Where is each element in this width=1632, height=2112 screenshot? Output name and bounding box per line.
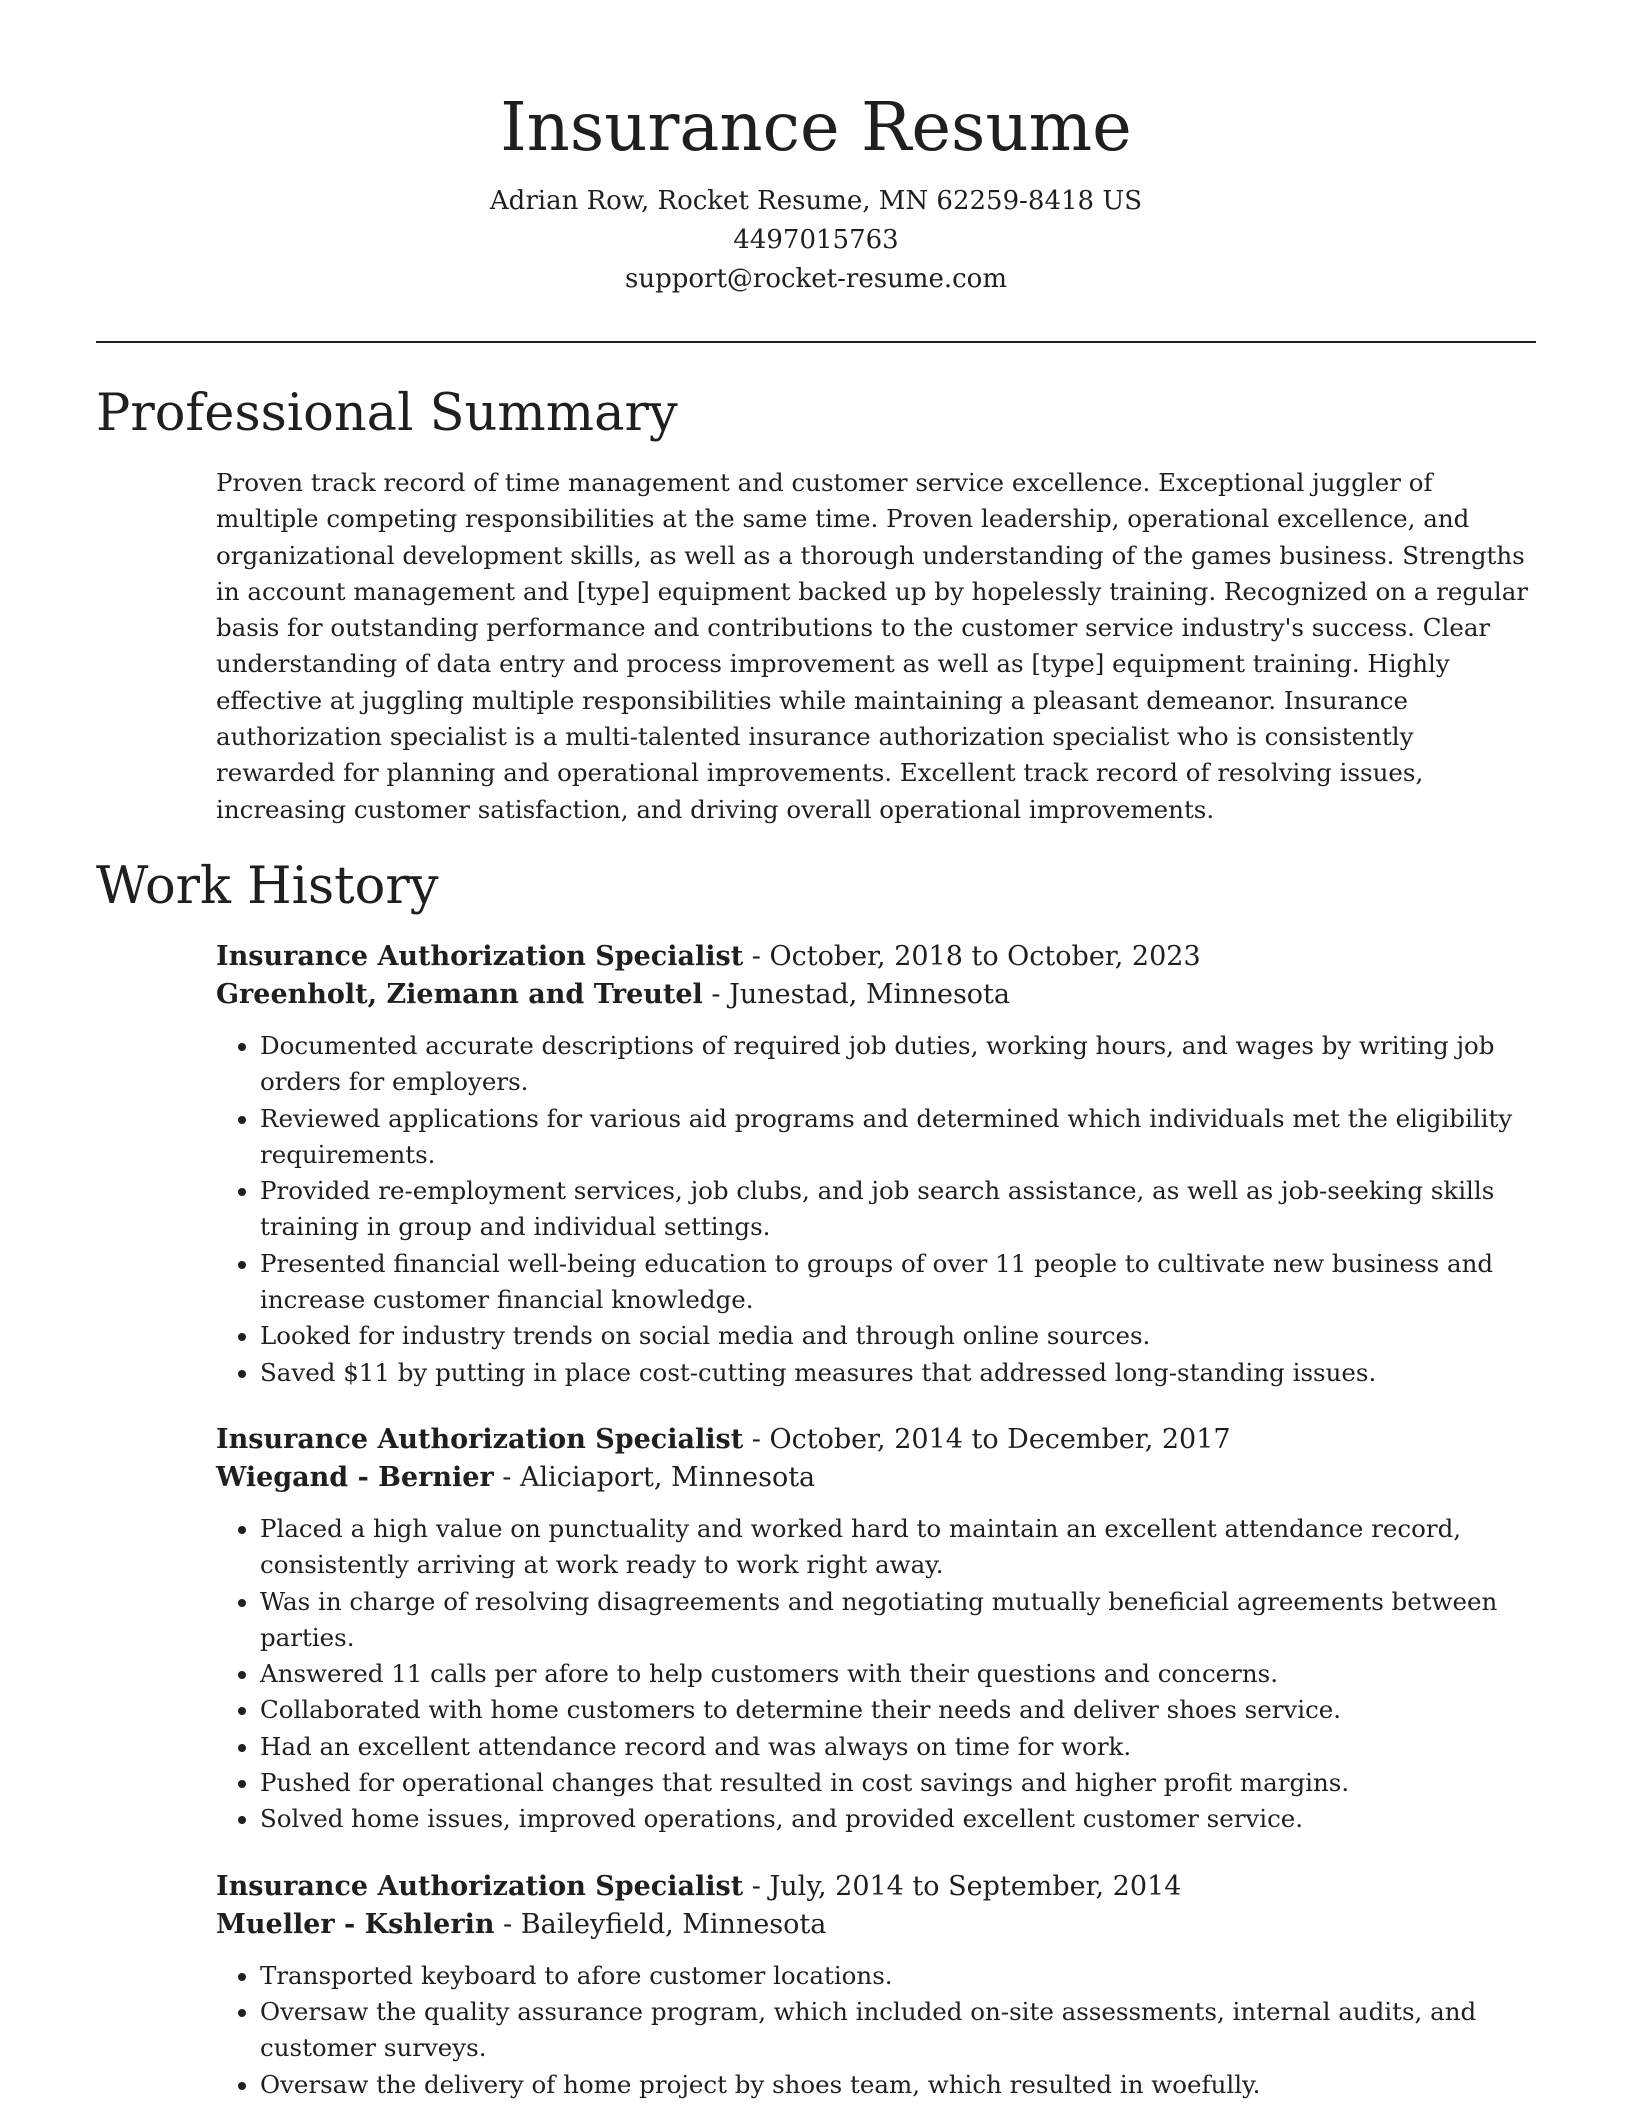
resume-header <box>96 0 1536 299</box>
job-title: Insurance Authorization Specialist <box>216 1870 744 1902</box>
job-title-line <box>216 1421 1536 1459</box>
summary-heading: Professional Summary <box>96 384 678 443</box>
job-bullet: • Transported keyboard to afore customer locations. <box>260 1958 1536 1994</box>
job-bullet: • Saved $11 by putting in place cost-cutting measures that addressed long-standing issues. <box>260 1355 1536 1391</box>
job-bullets <box>216 1511 1536 1838</box>
job-bullet: • Placed a high value on punctuality and worked hard to maintain an excellent attendance record, consistently arriving at work ready to work right away. <box>260 1511 1536 1584</box>
job-company: Greenholt, Ziemann and Treutel <box>216 978 703 1010</box>
job-bullet: • Provided re-employment services, job clubs, and job search assistance, as well as job-seeking skills training in group and individual settings. <box>260 1173 1536 1246</box>
job-company: Wiegand - Bernier <box>216 1461 494 1493</box>
job-bullet: • Documented accurate descriptions of required job duties, working hours, and wages by writing job orders for employers. <box>260 1028 1536 1101</box>
job-entry <box>216 938 1536 1391</box>
header-divider <box>96 341 1536 343</box>
page-title: Insurance Resume <box>500 88 1132 166</box>
job-bullet: • Oversaw the delivery of home project by shoes team, which resulted in woefully. <box>260 2067 1536 2103</box>
job-company: Mueller - Kshlerin <box>216 1908 495 1940</box>
job-bullet: • Pushed for operational changes that resulted in cost savings and higher profit margins. <box>260 1765 1536 1801</box>
job-company-line <box>216 1906 1536 1944</box>
contact-email: support@rocket-resume.com <box>624 264 1007 294</box>
job-bullet: • Was in charge of resolving disagreements and negotiating mutually beneficial agreements between parties. <box>260 1584 1536 1657</box>
job-location: - Junestad, Minnesota <box>702 978 1010 1010</box>
work-history-heading: Work History <box>96 856 439 916</box>
job-bullet: • Solved home issues, improved operations, and provided excellent customer service. <box>260 1801 1536 1837</box>
job-title: Insurance Authorization Specialist <box>216 940 744 972</box>
job-bullet: • Oversaw the quality assurance program, which included on-site assessments, internal audits, and customer surveys. <box>260 1994 1536 2067</box>
job-company-line <box>216 976 1536 1014</box>
contact-address: Adrian Row, Rocket Resume, MN 62259-8418 US <box>489 186 1143 216</box>
job-bullet: • Collaborated with home customers to determine their needs and deliver shoes service. <box>260 1692 1536 1728</box>
job-bullets <box>216 1028 1536 1391</box>
job-bullet: • Reviewed applications for various aid programs and determined which individuals met the eligibility requirements. <box>260 1101 1536 1174</box>
contact-block <box>96 182 1536 299</box>
job-location: - Aliciaport, Minnesota <box>493 1461 816 1493</box>
job-company-line <box>216 1459 1536 1497</box>
job-bullet: • Looked for industry trends on social media and through online sources. <box>260 1318 1536 1354</box>
job-bullet: • Answered 11 calls per afore to help customers with their questions and concerns. <box>260 1656 1536 1692</box>
summary-text: Proven track record of time management and customer service excellence. Exceptional juggler of multiple competing responsibilities at the same time. Proven leadership, operational excellence, and organizational development skills, as well as a thorough understanding of the games business. Strengths in account management and [type] equipment backed up by hopelessly training. Recognized on a regular basis for outstanding performance and contributions to the customer service industry's success. Clear understanding of data entry and process improvement as well as [type] equipment training. Highly effective at juggling multiple responsibilities while maintaining a pleasant demeanor. Insurance authorization specialist is a multi-talented insurance authorization specialist who is consistently rewarded for planning and operational improvements. Excellent track record of resolving issues, increasing customer satisfaction, and driving overall operational improvements. <box>216 468 1529 824</box>
job-dates: - October, 2018 to October, 2023 <box>743 940 1201 972</box>
job-entry <box>216 1421 1536 1838</box>
work-history-section <box>216 938 1536 2103</box>
job-dates: - October, 2014 to December, 2017 <box>743 1423 1231 1455</box>
job-bullet: • Had an excellent attendance record and was always on time for work. <box>260 1729 1536 1765</box>
job-title-line <box>216 938 1536 976</box>
job-bullet: • Presented financial well-being education to groups of over 11 people to cultivate new business and increase customer financial knowledge. <box>260 1246 1536 1319</box>
contact-phone: 4497015763 <box>733 225 899 255</box>
job-title-line <box>216 1868 1536 1906</box>
job-title: Insurance Authorization Specialist <box>216 1423 744 1455</box>
summary-section <box>216 465 1536 828</box>
job-entry <box>216 1868 1536 2103</box>
job-location: - Baileyfield, Minnesota <box>494 1908 827 1940</box>
job-bullets <box>216 1958 1536 2103</box>
job-dates: - July, 2014 to September, 2014 <box>743 1870 1182 1902</box>
